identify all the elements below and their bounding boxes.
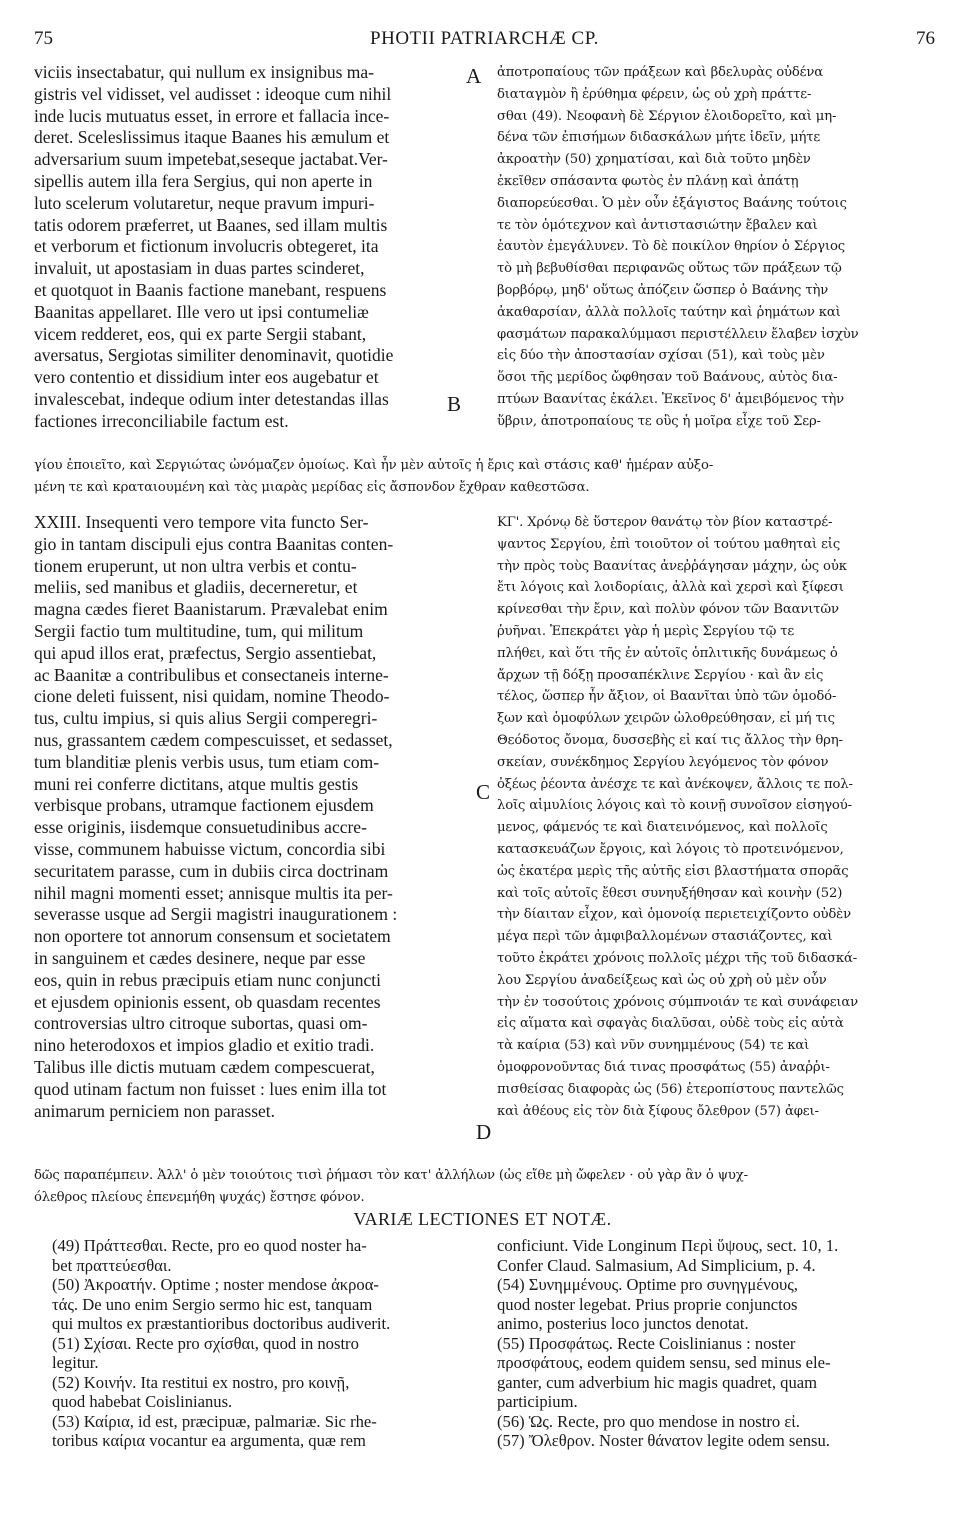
text-line: δῶς παραπέμπειν. Ἀλλ' ὁ μὲν τοιούτοις τισὶ ῥήμασι τὸν κατ' ἀλλήλων (ὡς εἴθε μὴ ὤφελεν · οὐ γὰρ ἂν ὁ ψυχ-	[34, 1168, 748, 1183]
margin-mark-c: C	[476, 780, 491, 804]
text-line: τὰ καίρια (53) καὶ νῦν συνημμένους (54) τε καὶ	[497, 1038, 810, 1054]
text-line: ἄρχων τῇ δόξῃ προσαπέκλινε Σεργίου · καὶ ἂν εἰς	[497, 667, 824, 683]
text-line: ac Baanitæ a contribulibus et consectaneis interne-	[34, 664, 389, 685]
text-line: tionem eruperunt, ut non ultra verbis et contu-	[34, 555, 357, 576]
text-line: κρίνεσθαι τὴν ἔριν, καὶ πολὺν φόνον τῶν Βαανιτῶν	[497, 602, 839, 618]
text-line: Talibus ille dictis mutuam cædem compescuerat,	[34, 1056, 375, 1077]
text-line: διαπορεύεσθαι. Ὁ μὲν οὖν ἐξάγιστος Βαάνης τούτοις	[497, 195, 847, 211]
text-line: ὀξέως ῥέοντα ἀνέσχε τε καὶ ἀνέκοψεν, ἄλλοις τε πολ-	[497, 776, 853, 792]
text-line: καὶ τοῖς αὐτοῖς ἔθεσι συνηυξήθησαν καὶ κοινὴν (52)	[497, 885, 843, 901]
text-line: aversatus, Sergiotas similiter denominavit, quotidie	[34, 345, 394, 366]
text-line: ὕβριν, ἀποτροπαίους τε οὓς ἡ μοῖρα εἶχε τοῦ Σερ-	[497, 413, 821, 429]
text-line: ἀποτροπαίους τῶν πράξεων καὶ βδελυρὰς οὐδένα	[497, 65, 823, 80]
text-line: securitatem parasse, cum in dubiis circa doctrinam	[34, 860, 389, 881]
text-line: (50) Ἀκροατήν. Optime ; noster mendose ἀκροα-	[52, 1275, 379, 1294]
text-line: Baanitas appellaret. Ille vero ut ipsi contumeliæ	[34, 301, 369, 322]
text-line: τὴν δίαιταν εἶχον, καὶ ὁμονοίᾳ περιετειχίζοντο οὐδὲν	[497, 907, 851, 923]
text-line: factiones irreconciliabile factum est.	[34, 410, 289, 431]
greek-column-bottom	[497, 512, 935, 1122]
text-line: λοῖς αἱμυλίοις λόγοις καὶ τὸ κοινῇ συνοῖσον εἰσηγού-	[497, 798, 852, 814]
text-line: (55) Προσφάτως. Recte Coislinianus : noster	[497, 1333, 796, 1353]
text-line: meliis, sed manibus et gladiis, decerneretur, et	[34, 577, 358, 598]
text-line: Sergii factio tum multitudine, tum, qui militum	[34, 620, 364, 641]
text-line: et verborum et fictionum involucris obtegeret, ita	[34, 236, 379, 257]
text-line: tatis odorem præferret, ut Baanes, sed illam multis	[34, 214, 388, 235]
text-line: τάς. De uno enim Sergio sermo hic est, tanquam	[52, 1294, 373, 1314]
text-line: λου Σεργίου ἀναδείξεως καὶ ὡς οὐ χρὴ οὐ μὲν οὖν	[497, 972, 827, 988]
text-line: Θεόδοτος ὄνομα, δυσσεβὴς εἰ καί τις ἄλλος τὴν θρη-	[497, 732, 843, 748]
text-line: βορβόρῳ, μηδ' οὕτως ἀπόζειν ὥσπερ ὁ Βαάνης τὴν	[497, 282, 829, 298]
text-line: verbisque probans, utramque factionem ejusdem	[34, 795, 374, 816]
text-line: (56) Ὡς. Recte, pro quo mendose in nostro εἰ.	[497, 1411, 800, 1431]
text-line: εἰς δύο τὴν ἀποστασίαν σχίσαι (51), καὶ τοὺς μὲν	[497, 348, 825, 364]
text-line: cione deleti fuissent, nisi quidam, nomine Theodo-	[34, 686, 390, 707]
text-line: participium.	[497, 1392, 578, 1411]
text-line: ψαντος Σεργίου, ἐπὶ τοιοῦτον οἱ τούτου μαθηταὶ εἰς	[497, 536, 841, 552]
text-line: πισθείσας διαφορὰς ὡς (56) ἑτεροπίστους παντελῶς	[497, 1081, 844, 1097]
margin-mark-b: B	[447, 392, 462, 416]
text-line: προσφάτους, eodem quidem sensu, sed minus ele-	[497, 1353, 831, 1372]
text-line: vero contentio et dissidium inter eos augebatur et	[34, 367, 379, 388]
text-line: ἀκροατὴν (50) χρηματίσαι, καὶ διὰ τοῦτο μηδὲν	[497, 152, 811, 168]
text-line: et ejusdem opinionis essent, ob quasdam recentes	[34, 991, 381, 1012]
text-line: ὅσοι τῆς μερίδος ὤφθησαν τοῦ Βαάνους, αὐτὸς δια-	[497, 370, 838, 386]
greek-fullwidth-bottom	[34, 1165, 939, 1209]
text-line: όλεθρος πλείους ἐπενεμήθη ψυχάς) ἔστησε φόνον.	[34, 1189, 365, 1205]
text-line: ἀκαθαρσίαν, ἀλλὰ πολλοῖς ταύτην καὶ ῥημάτων καὶ	[497, 304, 841, 320]
text-line: in sanguinem et cædes desinere, neque par esse	[34, 947, 366, 968]
text-line: quod noster legebat. Prius proprie conjunctos	[497, 1294, 798, 1314]
text-line: διαταγμὸν ἢ ἐρύθημα φέρειν, ὡς οὐ χρὴ πράττε-	[497, 86, 812, 102]
text-line: severasse usque ad Sergii magistri inaugurationem :	[34, 904, 398, 925]
text-line: animo, posterius loco junctos denotat.	[497, 1314, 749, 1333]
text-line: (51) Σχίσαι. Recte pro σχίσθαι, quod in nostro	[52, 1333, 359, 1353]
text-line: viciis insectabatur, qui nullum ex insignibus ma-	[34, 62, 375, 82]
text-line: inde lucis mutuatus esset, in errore et fallacia ince-	[34, 105, 390, 126]
text-line: controversias ultro citroque subortas, quasi om-	[34, 1013, 368, 1034]
text-line: tum blanditiæ plenis verbis usus, tum etiam com-	[34, 751, 380, 772]
running-title: PHOTII PATRIARCHÆ CP.	[370, 28, 599, 49]
text-line: nino heterodoxos et impios gladio et exitio tradi.	[34, 1035, 375, 1056]
text-line: ῥυῆναι. Ἐπεκράτει γὰρ ἡ μερὶς Σεργίου τῷ τε	[497, 623, 795, 639]
text-line: φασμάτων παρακαλύμμασι περιστέλλειν ἔλαβεν ἰσχὺν	[497, 326, 859, 342]
text-line: ἔτι λόγοις καὶ λοιδορίαις, ἀλλὰ καὶ χερσὶ καὶ ξίφεσι	[497, 580, 844, 596]
text-line: esse originis, iisdemque consuetudinibus accre-	[34, 817, 367, 838]
text-line: μένη τε καὶ κραταιουμένη καὶ τὰς μιαρὰς μερίδας εἰς ἄσπονδον ἔχθραν καθεστῶσα.	[34, 479, 590, 495]
text-line: (49) Πράττεσθαι. Recte, pro eo quod noster ha-	[52, 1236, 367, 1255]
text-line: gistris vel vidisset, vel audisset : ideoque cum nihil	[34, 83, 392, 104]
text-line: τέλος, ὥσπερ ἦν ἄξιον, οἱ Βαανῖται ὑπὸ τῶν ὁμοδό-	[497, 689, 837, 705]
text-line: ἑαυτὸν ἐμεγάλυνεν. Τὸ δὲ ποικίλον θηρίον ὁ Σέργιος	[497, 239, 845, 255]
text-line: magna cædes fieret Baanistarum. Prævalebat enim	[34, 599, 388, 620]
text-line: μενος, φάμενός τε καὶ διατεινόμενος, καὶ πολλοῖς	[497, 820, 828, 836]
greek-fullwidth-top	[34, 455, 939, 499]
text-line: qui multos ex præstantioribus doctoribus audiverit.	[52, 1314, 391, 1333]
text-line: (53) Καίρια, id est, præcipuæ, palmariæ. Sic rhe-	[52, 1411, 377, 1431]
text-line: XXIII. Insequenti vero tempore vita functo Ser-	[34, 512, 369, 532]
text-line: toribus καίρια vocantur ea argumenta, quæ rem	[52, 1431, 366, 1450]
text-line: (57) Ὄλεθρον. Noster θάνατον legite odem sensu.	[497, 1431, 830, 1450]
text-line: πλήθει, καὶ ὅτι τῆς ἐν αὐτοῖς ὁπλιτικῆς δυνάμεως ὁ	[497, 645, 838, 661]
text-line: πτύων Βαανίτας ἐκάλει. Ἐκεῖνος δ' ἀμειβόμενος τὴν	[497, 391, 845, 407]
text-line: τὴν πρὸς τοὺς Βαανίτας ἀνεῤῥάγησαν μάχην, ὡς οὐκ	[497, 558, 847, 574]
text-line: vicem redderet, eos, qui ex parte Sergii stabant,	[34, 323, 367, 344]
text-line: τοῦτο ἐκράτει χρόνοις πολλοῖς μέχρι τῆς τοῦ διδασκά-	[497, 950, 858, 966]
text-line: καὶ ἀθέους εἰς τὸν διὰ ξίφους ὄλεθρον (57) ἀφει-	[497, 1103, 819, 1119]
page-number-left: 75	[34, 28, 53, 49]
text-line: invaluit, ut apostasiam in duas partes scinderet,	[34, 258, 365, 279]
text-line: δένα τῶν ἐπισήμων διδασκάλων μήτε ἰδεῖν, μήτε	[497, 130, 821, 146]
text-line: deret. Sceleslissimus itaque Baanes his æmulum et	[34, 127, 390, 148]
text-line: tus, cultu impius, si quis alius Sergii comperegri-	[34, 708, 378, 729]
latin-column-bottom	[34, 512, 482, 1122]
margin-mark-a: A	[466, 64, 482, 88]
running-header	[34, 28, 935, 52]
text-line: τὸ μὴ βεβυθίσθαι περιφανῶς οὕτως τῶν πράξεων τῷ	[497, 261, 842, 277]
section-title: VARIÆ LECTIONES ET NOTÆ.	[353, 1209, 612, 1229]
notes-column-right	[497, 1236, 935, 1451]
text-line: bet πραττεύεσθαι.	[52, 1255, 172, 1275]
notes-column-left	[52, 1236, 482, 1451]
margin-mark-d: D	[476, 1120, 492, 1144]
text-line: Confer Claud. Salmasium, Ad Simplicium, p. 4.	[497, 1255, 816, 1275]
text-line: τὴν ἐν τοσούτοις χρόνοις σύμπνοιάν τε καὶ συνάφειαν	[497, 994, 859, 1010]
text-line: visse, communem habuisse victum, concordia sibi	[34, 838, 386, 859]
text-line: conficiunt. Vide Longinum Περὶ ὕψους, sect. 10, 1.	[497, 1236, 839, 1255]
text-line: κατασκευάζων ἔργοις, καὶ λόγοις τὸ προτεινόμενον,	[497, 841, 844, 857]
text-line: ξων καὶ ὁμοφύλων χειρῶν ὠλοθρεύθησαν, εἰ μή τις	[497, 711, 835, 727]
text-line: quod utinam factum non fuisset : lues enim illa tot	[34, 1078, 387, 1099]
text-line: (54) Συνημμένους. Optime pro συνηγμένους,	[497, 1275, 798, 1294]
text-line: et quotquot in Baanis factione manebant, respuens	[34, 279, 387, 300]
text-line: sipellis autem illa fera Sergius, qui non aperte in	[34, 170, 373, 191]
text-line: ὁμοφρονοῦντας διά τινας προσφάτως (55) ἀναῤῥι-	[497, 1059, 830, 1075]
text-line: luto scelerum volutaretur, neque pravum impuri-	[34, 192, 375, 213]
text-line: muni rei conferre dictitans, atque multis gestis	[34, 773, 359, 794]
text-line: adversarium suum impetebat,seseque jactabat.Ver-	[34, 149, 388, 170]
latin-column-top	[34, 62, 482, 433]
text-line: ἐκεῖθεν σπάσαντα φωτὸς ἐν πλάνῃ καὶ ἀπάτῃ	[497, 173, 799, 189]
greek-column-top	[497, 62, 935, 433]
text-line: ganter, cum adverbium hic magis quadret, quam	[497, 1372, 818, 1392]
text-line: ὡς ἑκατέρα μερὶς τῆς αὐτῆς εἰσι βλαστήματα σπορᾶς	[497, 863, 849, 879]
text-line: ΚΓ'. Χρόνῳ δὲ ὕστερον θανάτῳ τὸν βίον καταστρέ-	[497, 515, 833, 530]
text-line: quod habebat Coislinianus.	[52, 1392, 233, 1411]
text-line: non oportere tot annorum consensum et societatem	[34, 926, 391, 947]
text-line: nus, grassantem cædem compescuisset, et sedasset,	[34, 729, 393, 750]
text-line: τε τὸν ὁμότεχνον καὶ ἀντιστασιώτην ἔβαλεν καὶ	[497, 217, 818, 233]
text-line: γίου ἐποιεῖτο, καὶ Σεργιώτας ὠνόμαζεν ὁμοίως. Καὶ ἦν μὲν αὐτοῖς ἡ ἔρις καὶ στάσις καθ' ἡμέραν αὐξο-	[34, 458, 714, 473]
text-line: animarum perniciem non parasset.	[34, 1100, 276, 1121]
text-line: gio in tantam discipuli ejus contra Baanitas conten-	[34, 533, 394, 554]
text-line: nihil magni momenti esset; annisque multis ita per-	[34, 882, 393, 903]
text-line: μέγα περὶ τῶν ἀμφιβαλλομένων στασιάζοντες, καὶ	[497, 929, 833, 945]
text-line: σκείαν, συνέκδημος Σεργίου λεγόμενος τὸν φόνον	[497, 754, 829, 770]
text-line: qui apud illos erat, præfectus, Sergio assentiebat,	[34, 642, 377, 663]
text-line: eos, quin in rebus præcipuis etiam nunc conjuncti	[34, 969, 382, 990]
text-line: (52) Κοινήν. Ita restitui ex nostro, pro κοινῇ,	[52, 1372, 350, 1392]
text-line: σθαι (49). Νεοφανὴ δὲ Σέργιον ἐλοιδορεῖτο, καὶ μη-	[497, 108, 837, 124]
page-number-right: 76	[916, 28, 935, 49]
text-line: εἰς αἵματα καὶ σφαγὰς διαλῦσαι, οὐδὲ τοὺς εἰς αὐτὰ	[497, 1016, 844, 1032]
text-line: legitur.	[52, 1353, 99, 1372]
text-line: invalescebat, indeque odium inter detestandas illas	[34, 388, 389, 409]
